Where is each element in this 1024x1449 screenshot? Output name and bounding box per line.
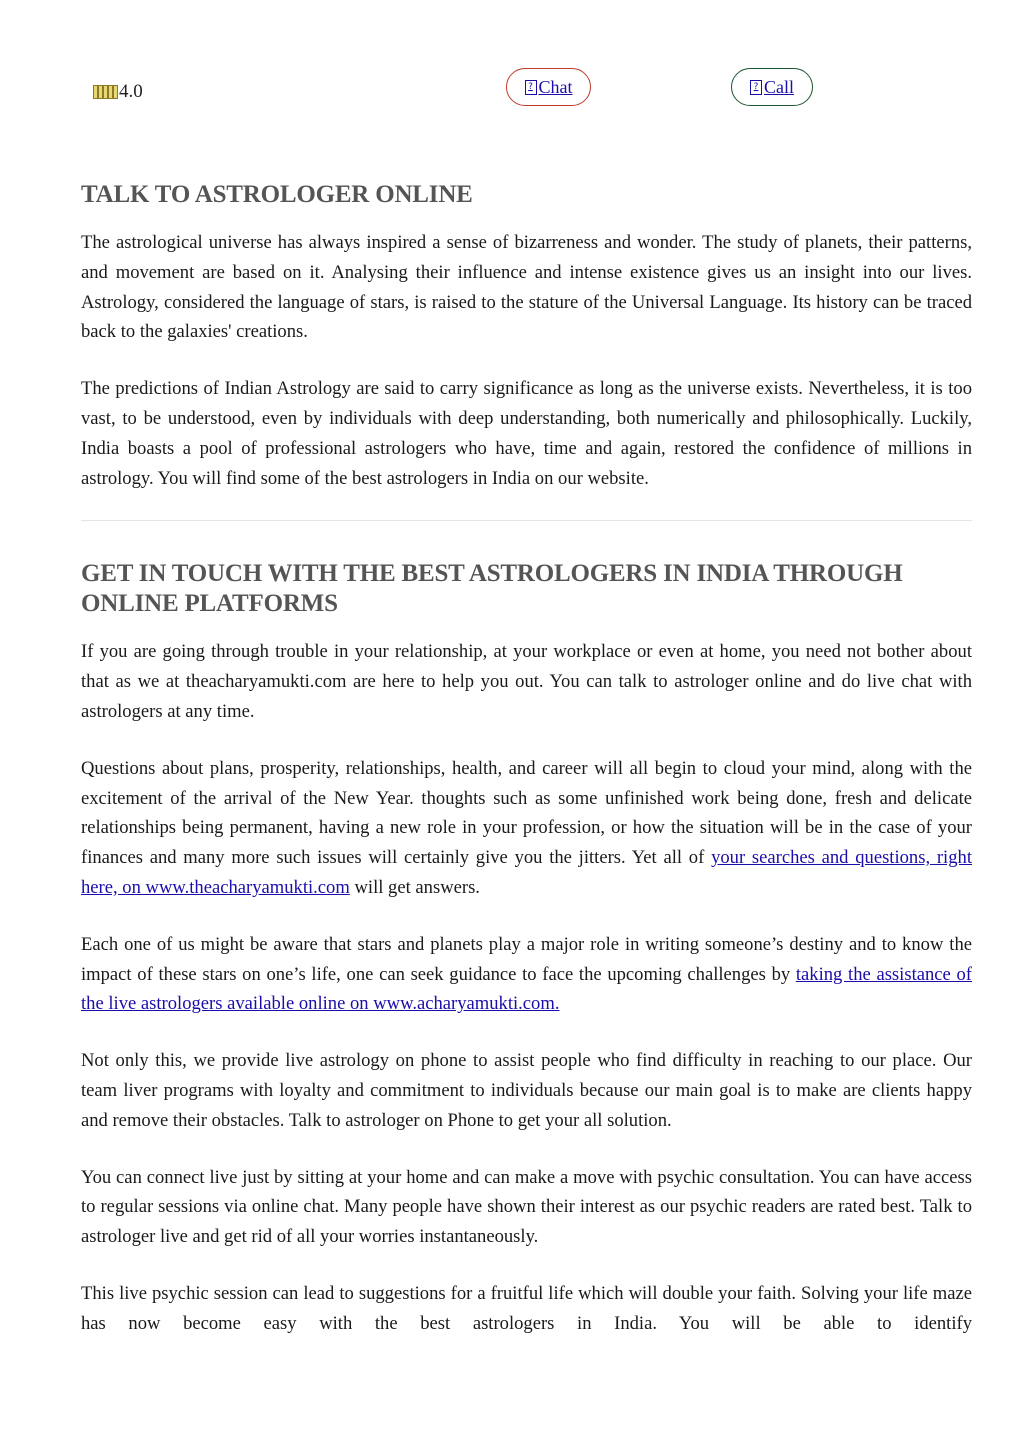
phone-icon: ? [750,80,762,95]
call-button[interactable] [731,68,813,106]
paragraph: The astrological universe has always inspired a sense of bizarreness and wonder. The study of planets, their patterns, and movement are based on it. Analysing their influence and intense existence gives us an insight into our lives. Astrology, considered the language of stars, is raised to the stature of the Universal Language. Its history can be traced back to the galaxies' creations. [81,232,972,343]
paragraph-text: Questions about plans, prosperity, relationships, health, and career will all begin to cloud your mind, along with the excitement of the arrival of the New Year. thoughts such as some unfinished work being done, fresh and delicate relationships being permanent, having a new role in your profession, or how the situation will be in the case of your finances and many more such issues will certainly give you the jitters. Yet all of [81,757,972,869]
paragraph-with-link [81,754,972,903]
section-talk-to-astrologer [81,180,972,493]
theacharyamukti-link[interactable]: your searches and questions, right here, on www.theacharyamukti.com [81,847,972,898]
paragraph: Not only this, we provide live astrology on phone to assist people who find difficulty in reaching to our place. Our team liver programs with loyalty and commitment to individuals because our main goal is to make are clients happy and remove their obstacles. Talk to astrologer on Phone to get your all solution. [81,1050,972,1131]
paragraph-with-link [81,930,972,1019]
rating-stars-icon [93,85,118,99]
chat-label: Chat [538,77,573,97]
chat-link[interactable] [525,77,573,98]
paragraph: You can connect live just by sitting at your home and can make a move with psychic consultation. You can have access to regular sessions via online chat. Many people have shown their interest as our psychic readers are rated best. Talk to astrologer live and get rid of all your worries instantaneously. [81,1166,972,1248]
section-get-in-touch [81,559,972,1338]
call-link[interactable] [750,77,794,98]
main-content [81,180,972,1366]
section-heading: GET IN TOUCH WITH THE BEST ASTROLOGERS IN INDIA THROUGH ONLINE PLATFORMS [81,560,903,618]
paragraph-text: will get answers. [349,876,480,898]
paragraph: If you are going through trouble in your relationship, at your workplace or even at home, you need not bother about that as we at theacharyamukti.com are here to help you out. You can talk to astrologer online and do live chat with astrologers at any time. [81,641,972,722]
star-icon [113,85,118,99]
top-action-bar [0,0,1024,130]
paragraph: The predictions of Indian Astrology are said to carry significance as long as the universe exists. Nevertheless, it is too vast, to be understood, even by individuals with deep understanding, both numerically and philosophically. Luckily, India boasts a pool of professional astrologers who have, time and again, restored the confidence of millions in astrology. You will find some of the best astrologers in India on our website. [81,378,972,489]
rating-value: 4.0 [119,81,143,102]
section-heading: TALK TO ASTROLOGER ONLINE [81,181,473,208]
chat-button[interactable] [506,68,591,106]
paragraph: This live psychic session can lead to suggestions for a fruitful life which will double your faith. Solving your life maze has now become easy with the best astrologers in India. You will be able to identify [81,1282,972,1334]
chat-icon: ? [525,80,537,95]
paragraph-text: Each one of us might be aware that stars and planets play a major role in writing someone’s destiny and to know the impact of these stars on one’s life, one can seek guidance to face the upcoming challenges by [81,933,972,985]
rating-display [93,82,143,102]
section-divider [81,520,972,521]
call-label: Call [764,77,794,97]
acharyamukti-link[interactable]: taking the assistance of the live astrologers available online on www.acharyamukti.com. [81,963,972,1015]
